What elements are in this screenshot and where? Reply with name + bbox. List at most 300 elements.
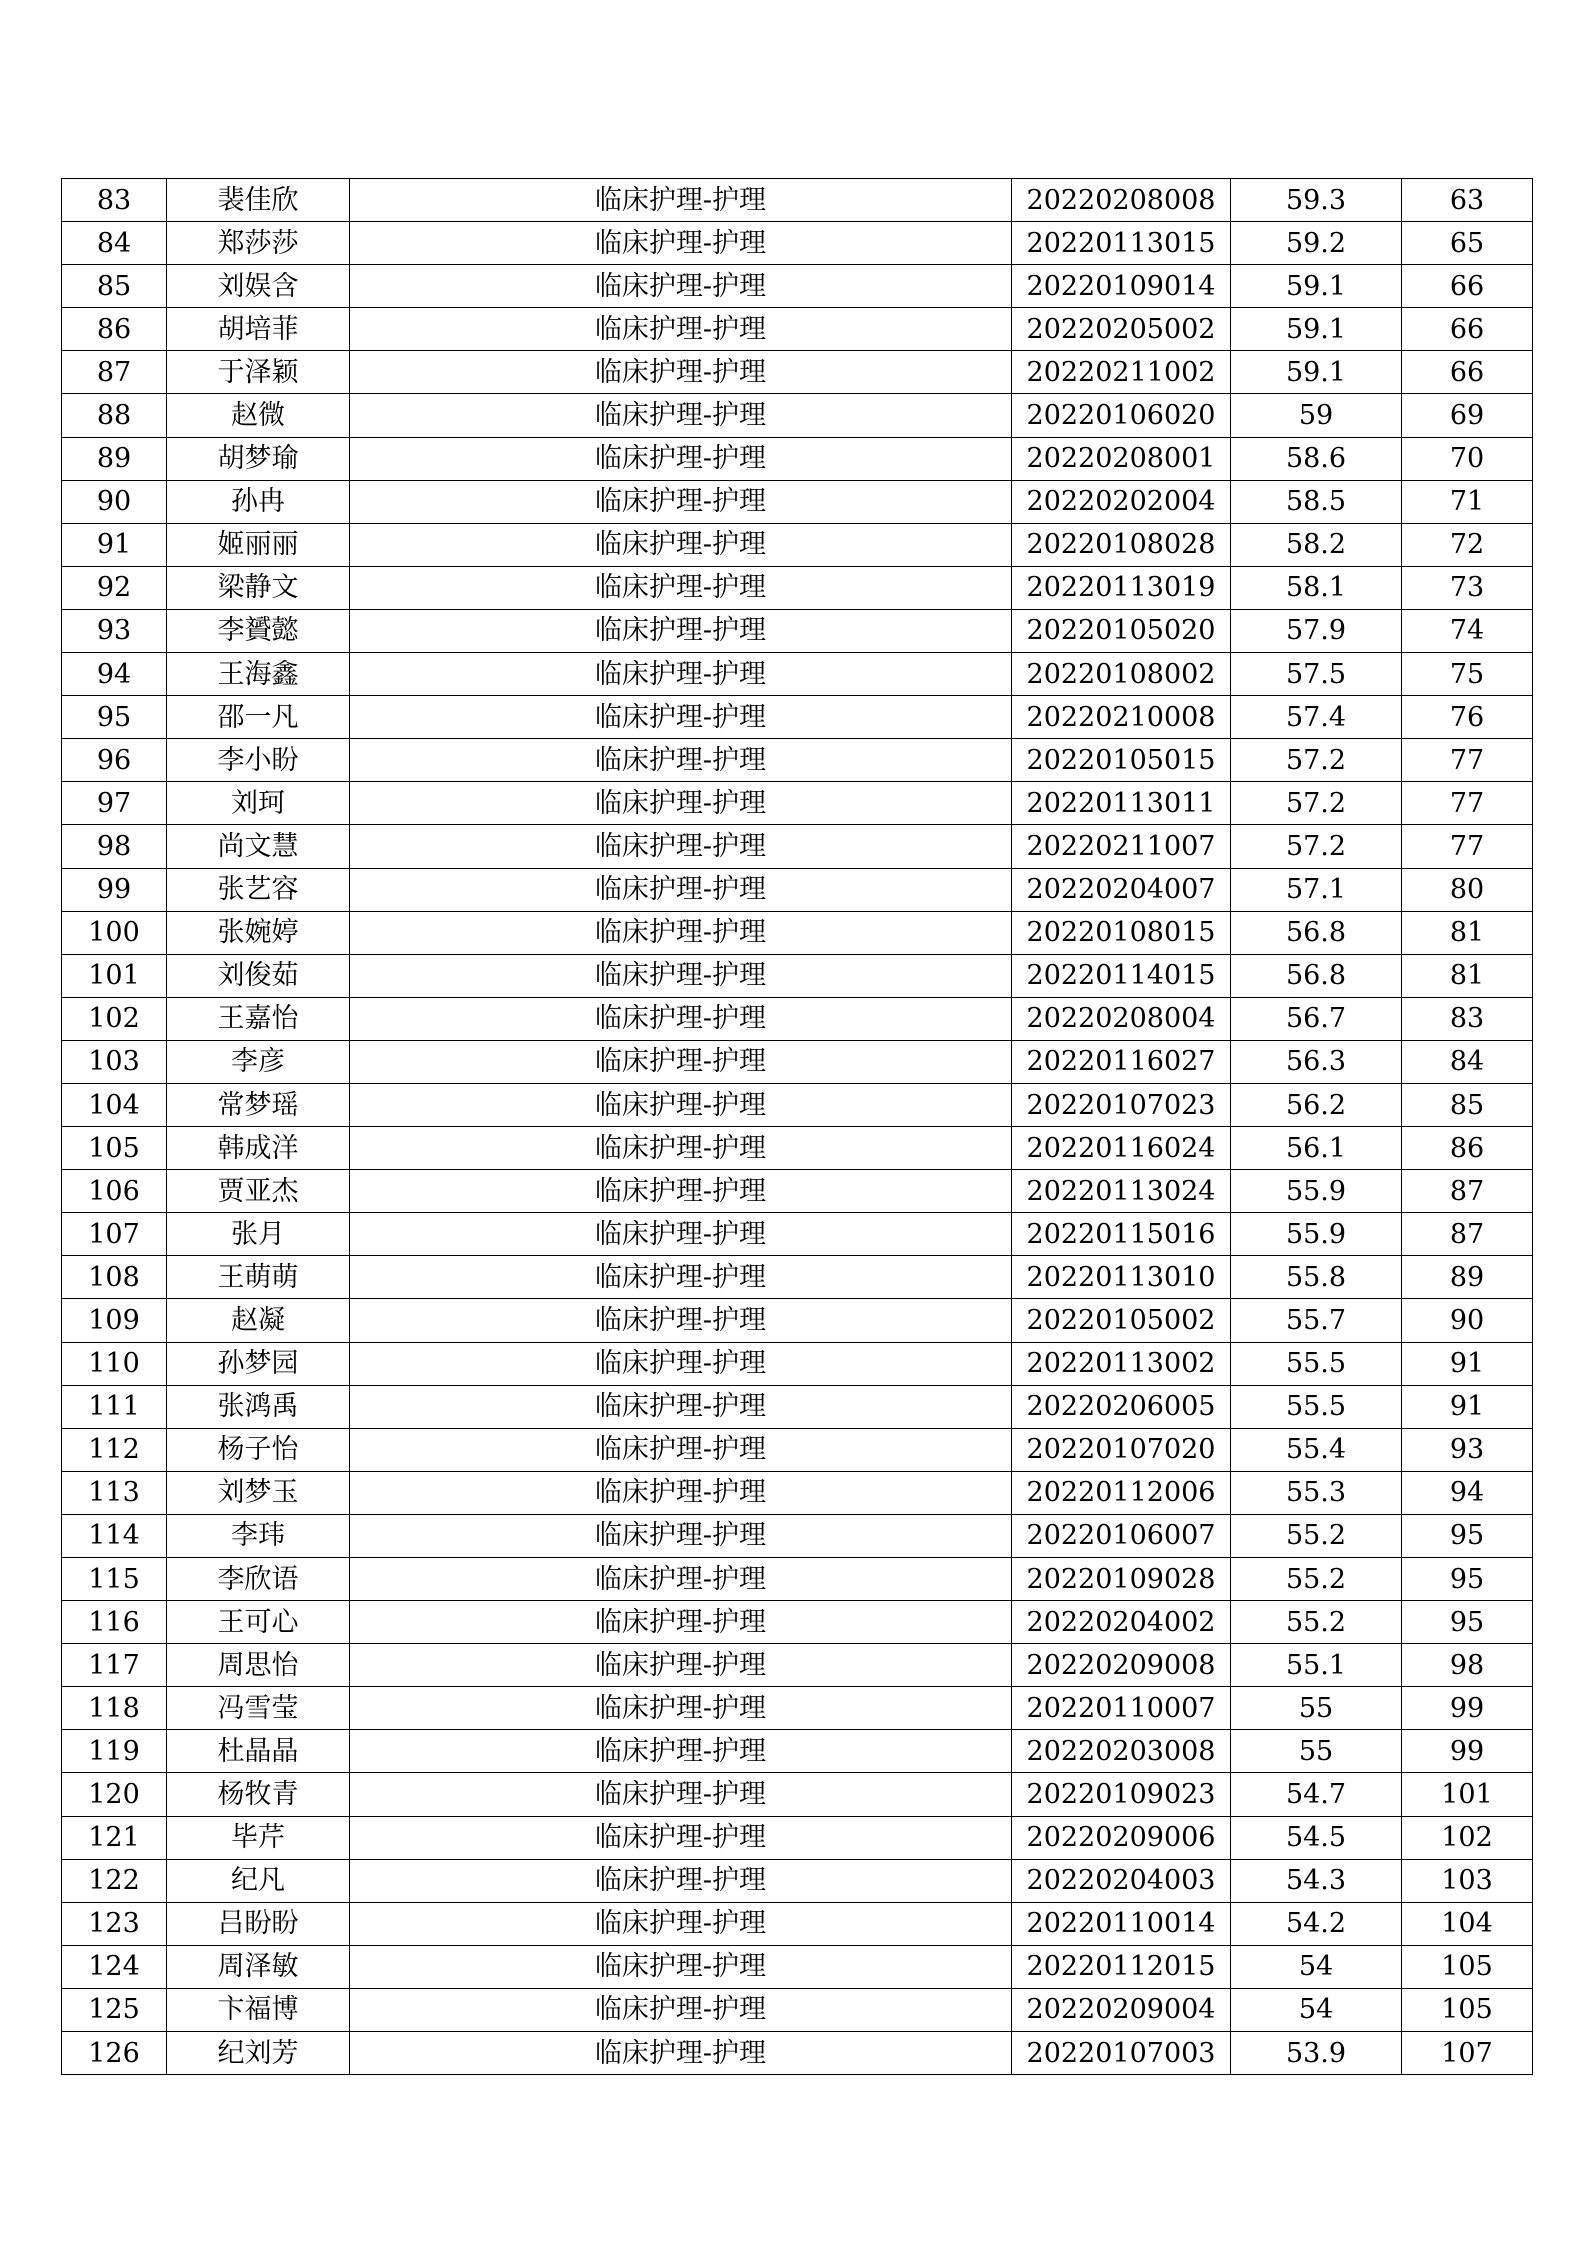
exam-id-cell: 20220109023 xyxy=(1012,1773,1231,1816)
seq-cell: 117 xyxy=(62,1644,167,1687)
score-cell: 56.8 xyxy=(1231,954,1402,997)
exam-id-cell: 20220114015 xyxy=(1012,954,1231,997)
score-table xyxy=(61,178,1533,2075)
major-cell: 临床护理-护理 xyxy=(350,1342,1012,1385)
seq-cell: 106 xyxy=(62,1170,167,1213)
rank-cell: 81 xyxy=(1402,954,1533,997)
name-cell: 赵凝 xyxy=(167,1299,350,1342)
score-cell: 54.2 xyxy=(1231,1902,1402,1945)
rank-cell: 80 xyxy=(1402,868,1533,911)
major-cell: 临床护理-护理 xyxy=(350,1213,1012,1256)
rank-cell: 77 xyxy=(1402,739,1533,782)
table-row xyxy=(62,1644,1533,1687)
rank-cell: 103 xyxy=(1402,1859,1533,1902)
name-cell: 卞福博 xyxy=(167,1988,350,2031)
seq-cell: 122 xyxy=(62,1859,167,1902)
exam-id-cell: 20220211007 xyxy=(1012,825,1231,868)
seq-cell: 87 xyxy=(62,351,167,394)
major-cell: 临床护理-护理 xyxy=(350,222,1012,265)
major-cell: 临床护理-护理 xyxy=(350,1256,1012,1299)
table-row xyxy=(62,566,1533,609)
rank-cell: 95 xyxy=(1402,1558,1533,1601)
major-cell: 临床护理-护理 xyxy=(350,825,1012,868)
major-cell: 临床护理-护理 xyxy=(350,739,1012,782)
major-cell: 临床护理-护理 xyxy=(350,653,1012,696)
rank-cell: 70 xyxy=(1402,437,1533,480)
rank-cell: 86 xyxy=(1402,1127,1533,1170)
exam-id-cell: 20220209004 xyxy=(1012,1988,1231,2031)
name-cell: 刘珂 xyxy=(167,782,350,825)
table-row xyxy=(62,351,1533,394)
score-cell: 55.9 xyxy=(1231,1170,1402,1213)
major-cell: 临床护理-护理 xyxy=(350,1773,1012,1816)
rank-cell: 77 xyxy=(1402,782,1533,825)
exam-id-cell: 20220113015 xyxy=(1012,222,1231,265)
name-cell: 冯雪莹 xyxy=(167,1687,350,1730)
table-row xyxy=(62,523,1533,566)
name-cell: 孙梦园 xyxy=(167,1342,350,1385)
seq-cell: 107 xyxy=(62,1213,167,1256)
exam-id-cell: 20220105015 xyxy=(1012,739,1231,782)
exam-id-cell: 20220108002 xyxy=(1012,653,1231,696)
exam-id-cell: 20220106007 xyxy=(1012,1514,1231,1557)
rank-cell: 74 xyxy=(1402,609,1533,652)
seq-cell: 126 xyxy=(62,2032,167,2075)
major-cell: 临床护理-护理 xyxy=(350,1988,1012,2031)
rank-cell: 95 xyxy=(1402,1601,1533,1644)
major-cell: 临床护理-护理 xyxy=(350,1471,1012,1514)
major-cell: 临床护理-护理 xyxy=(350,1299,1012,1342)
seq-cell: 109 xyxy=(62,1299,167,1342)
rank-cell: 95 xyxy=(1402,1514,1533,1557)
rank-cell: 69 xyxy=(1402,394,1533,437)
score-cell: 59.1 xyxy=(1231,351,1402,394)
exam-id-cell: 20220115016 xyxy=(1012,1213,1231,1256)
name-cell: 周泽敏 xyxy=(167,1945,350,1988)
rank-cell: 72 xyxy=(1402,523,1533,566)
seq-cell: 86 xyxy=(62,308,167,351)
name-cell: 赵微 xyxy=(167,394,350,437)
rank-cell: 102 xyxy=(1402,1816,1533,1859)
score-cell: 55.7 xyxy=(1231,1299,1402,1342)
table-row xyxy=(62,265,1533,308)
major-cell: 临床护理-护理 xyxy=(350,1428,1012,1471)
exam-id-cell: 20220107020 xyxy=(1012,1428,1231,1471)
score-cell: 57.9 xyxy=(1231,609,1402,652)
table-row xyxy=(62,308,1533,351)
name-cell: 王海鑫 xyxy=(167,653,350,696)
table-row xyxy=(62,394,1533,437)
seq-cell: 102 xyxy=(62,997,167,1040)
major-cell: 临床护理-护理 xyxy=(350,1730,1012,1773)
exam-id-cell: 20220116024 xyxy=(1012,1127,1231,1170)
rank-cell: 107 xyxy=(1402,2032,1533,2075)
name-cell: 周思怡 xyxy=(167,1644,350,1687)
exam-id-cell: 20220113002 xyxy=(1012,1342,1231,1385)
rank-cell: 104 xyxy=(1402,1902,1533,1945)
seq-cell: 96 xyxy=(62,739,167,782)
table-row xyxy=(62,825,1533,868)
rank-cell: 65 xyxy=(1402,222,1533,265)
rank-cell: 63 xyxy=(1402,179,1533,222)
table-row xyxy=(62,1816,1533,1859)
major-cell: 临床护理-护理 xyxy=(350,394,1012,437)
seq-cell: 110 xyxy=(62,1342,167,1385)
table-row xyxy=(62,2032,1533,2075)
name-cell: 贾亚杰 xyxy=(167,1170,350,1213)
score-cell: 54 xyxy=(1231,1945,1402,1988)
score-cell: 54 xyxy=(1231,1988,1402,2031)
seq-cell: 91 xyxy=(62,523,167,566)
seq-cell: 98 xyxy=(62,825,167,868)
seq-cell: 118 xyxy=(62,1687,167,1730)
rank-cell: 101 xyxy=(1402,1773,1533,1816)
score-cell: 55.2 xyxy=(1231,1558,1402,1601)
name-cell: 裴佳欣 xyxy=(167,179,350,222)
name-cell: 李贇懿 xyxy=(167,609,350,652)
seq-cell: 93 xyxy=(62,609,167,652)
name-cell: 张艺容 xyxy=(167,868,350,911)
seq-cell: 101 xyxy=(62,954,167,997)
seq-cell: 124 xyxy=(62,1945,167,1988)
score-cell: 59.2 xyxy=(1231,222,1402,265)
rank-cell: 83 xyxy=(1402,997,1533,1040)
seq-cell: 111 xyxy=(62,1385,167,1428)
name-cell: 张婉婷 xyxy=(167,911,350,954)
rank-cell: 99 xyxy=(1402,1730,1533,1773)
exam-id-cell: 20220211002 xyxy=(1012,351,1231,394)
rank-cell: 81 xyxy=(1402,911,1533,954)
seq-cell: 123 xyxy=(62,1902,167,1945)
major-cell: 临床护理-护理 xyxy=(350,1902,1012,1945)
name-cell: 邵一凡 xyxy=(167,696,350,739)
major-cell: 临床护理-护理 xyxy=(350,1127,1012,1170)
score-cell: 54.3 xyxy=(1231,1859,1402,1902)
table-row xyxy=(62,868,1533,911)
exam-id-cell: 20220208008 xyxy=(1012,179,1231,222)
score-cell: 55 xyxy=(1231,1730,1402,1773)
table-row xyxy=(62,1988,1533,2031)
name-cell: 李玮 xyxy=(167,1514,350,1557)
name-cell: 尚文慧 xyxy=(167,825,350,868)
exam-id-cell: 20220107023 xyxy=(1012,1083,1231,1126)
rank-cell: 94 xyxy=(1402,1471,1533,1514)
rank-cell: 73 xyxy=(1402,566,1533,609)
rank-cell: 77 xyxy=(1402,825,1533,868)
major-cell: 临床护理-护理 xyxy=(350,265,1012,308)
table-row xyxy=(62,1773,1533,1816)
exam-id-cell: 20220113024 xyxy=(1012,1170,1231,1213)
exam-id-cell: 20220110014 xyxy=(1012,1902,1231,1945)
major-cell: 临床护理-护理 xyxy=(350,566,1012,609)
rank-cell: 66 xyxy=(1402,308,1533,351)
name-cell: 韩成洋 xyxy=(167,1127,350,1170)
table-row xyxy=(62,1170,1533,1213)
table-row xyxy=(62,1428,1533,1471)
table-row xyxy=(62,1127,1533,1170)
seq-cell: 83 xyxy=(62,179,167,222)
score-cell: 55.8 xyxy=(1231,1256,1402,1299)
score-cell: 55 xyxy=(1231,1687,1402,1730)
rank-cell: 89 xyxy=(1402,1256,1533,1299)
name-cell: 张鸿禹 xyxy=(167,1385,350,1428)
seq-cell: 116 xyxy=(62,1601,167,1644)
seq-cell: 90 xyxy=(62,480,167,523)
table-row xyxy=(62,1945,1533,1988)
major-cell: 临床护理-护理 xyxy=(350,1644,1012,1687)
major-cell: 临床护理-护理 xyxy=(350,1687,1012,1730)
seq-cell: 85 xyxy=(62,265,167,308)
score-cell: 56.7 xyxy=(1231,997,1402,1040)
major-cell: 临床护理-护理 xyxy=(350,1170,1012,1213)
seq-cell: 89 xyxy=(62,437,167,480)
score-cell: 57.2 xyxy=(1231,739,1402,782)
rank-cell: 75 xyxy=(1402,653,1533,696)
seq-cell: 99 xyxy=(62,868,167,911)
exam-id-cell: 20220208004 xyxy=(1012,997,1231,1040)
exam-id-cell: 20220204002 xyxy=(1012,1601,1231,1644)
exam-id-cell: 20220108015 xyxy=(1012,911,1231,954)
exam-id-cell: 20220202004 xyxy=(1012,480,1231,523)
major-cell: 临床护理-护理 xyxy=(350,1816,1012,1859)
table-row xyxy=(62,997,1533,1040)
score-cell: 55.5 xyxy=(1231,1342,1402,1385)
table-row xyxy=(62,782,1533,825)
table-row xyxy=(62,1256,1533,1299)
score-cell: 58.5 xyxy=(1231,480,1402,523)
exam-id-cell: 20220203008 xyxy=(1012,1730,1231,1773)
exam-id-cell: 20220107003 xyxy=(1012,2032,1231,2075)
score-cell: 55.2 xyxy=(1231,1514,1402,1557)
name-cell: 杨子怡 xyxy=(167,1428,350,1471)
score-cell: 55.9 xyxy=(1231,1213,1402,1256)
table-row xyxy=(62,1213,1533,1256)
major-cell: 临床护理-护理 xyxy=(350,1385,1012,1428)
name-cell: 李小盼 xyxy=(167,739,350,782)
name-cell: 杜晶晶 xyxy=(167,1730,350,1773)
seq-cell: 121 xyxy=(62,1816,167,1859)
exam-id-cell: 20220113019 xyxy=(1012,566,1231,609)
major-cell: 临床护理-护理 xyxy=(350,696,1012,739)
name-cell: 常梦瑶 xyxy=(167,1083,350,1126)
table-row xyxy=(62,480,1533,523)
rank-cell: 87 xyxy=(1402,1170,1533,1213)
rank-cell: 84 xyxy=(1402,1040,1533,1083)
major-cell: 临床护理-护理 xyxy=(350,782,1012,825)
major-cell: 临床护理-护理 xyxy=(350,1945,1012,1988)
major-cell: 临床护理-护理 xyxy=(350,609,1012,652)
name-cell: 纪刘芳 xyxy=(167,2032,350,2075)
table-row xyxy=(62,1902,1533,1945)
score-cell: 55.4 xyxy=(1231,1428,1402,1471)
exam-id-cell: 20220106020 xyxy=(1012,394,1231,437)
seq-cell: 114 xyxy=(62,1514,167,1557)
table-row xyxy=(62,1687,1533,1730)
seq-cell: 108 xyxy=(62,1256,167,1299)
seq-cell: 113 xyxy=(62,1471,167,1514)
exam-id-cell: 20220205002 xyxy=(1012,308,1231,351)
rank-cell: 105 xyxy=(1402,1945,1533,1988)
exam-id-cell: 20220108028 xyxy=(1012,523,1231,566)
exam-id-cell: 20220208001 xyxy=(1012,437,1231,480)
score-cell: 57.1 xyxy=(1231,868,1402,911)
score-cell: 56.1 xyxy=(1231,1127,1402,1170)
major-cell: 临床护理-护理 xyxy=(350,523,1012,566)
rank-cell: 66 xyxy=(1402,265,1533,308)
exam-id-cell: 20220204003 xyxy=(1012,1859,1231,1902)
name-cell: 王可心 xyxy=(167,1601,350,1644)
name-cell: 刘俊茹 xyxy=(167,954,350,997)
major-cell: 临床护理-护理 xyxy=(350,308,1012,351)
seq-cell: 112 xyxy=(62,1428,167,1471)
exam-id-cell: 20220113010 xyxy=(1012,1256,1231,1299)
name-cell: 梁静文 xyxy=(167,566,350,609)
exam-id-cell: 20220105020 xyxy=(1012,609,1231,652)
name-cell: 王嘉怡 xyxy=(167,997,350,1040)
name-cell: 王萌萌 xyxy=(167,1256,350,1299)
score-cell: 59.1 xyxy=(1231,265,1402,308)
major-cell: 临床护理-护理 xyxy=(350,351,1012,394)
score-cell: 58.1 xyxy=(1231,566,1402,609)
exam-id-cell: 20220109028 xyxy=(1012,1558,1231,1601)
exam-id-cell: 20220116027 xyxy=(1012,1040,1231,1083)
exam-id-cell: 20220110007 xyxy=(1012,1687,1231,1730)
table-row xyxy=(62,179,1533,222)
seq-cell: 100 xyxy=(62,911,167,954)
table-row xyxy=(62,1558,1533,1601)
major-cell: 临床护理-护理 xyxy=(350,480,1012,523)
major-cell: 临床护理-护理 xyxy=(350,437,1012,480)
major-cell: 临床护理-护理 xyxy=(350,179,1012,222)
seq-cell: 120 xyxy=(62,1773,167,1816)
score-cell: 57.2 xyxy=(1231,825,1402,868)
score-cell: 56.3 xyxy=(1231,1040,1402,1083)
exam-id-cell: 20220209006 xyxy=(1012,1816,1231,1859)
table-row xyxy=(62,1299,1533,1342)
seq-cell: 88 xyxy=(62,394,167,437)
score-cell: 59.3 xyxy=(1231,179,1402,222)
table-row xyxy=(62,1601,1533,1644)
exam-id-cell: 20220109014 xyxy=(1012,265,1231,308)
score-cell: 59.1 xyxy=(1231,308,1402,351)
seq-cell: 119 xyxy=(62,1730,167,1773)
rank-cell: 87 xyxy=(1402,1213,1533,1256)
major-cell: 临床护理-护理 xyxy=(350,997,1012,1040)
score-cell: 55.2 xyxy=(1231,1601,1402,1644)
seq-cell: 105 xyxy=(62,1127,167,1170)
table-row xyxy=(62,1859,1533,1902)
table-row xyxy=(62,437,1533,480)
name-cell: 纪凡 xyxy=(167,1859,350,1902)
seq-cell: 125 xyxy=(62,1988,167,2031)
score-cell: 54.7 xyxy=(1231,1773,1402,1816)
exam-id-cell: 20220204007 xyxy=(1012,868,1231,911)
rank-cell: 99 xyxy=(1402,1687,1533,1730)
major-cell: 临床护理-护理 xyxy=(350,2032,1012,2075)
table-row xyxy=(62,1514,1533,1557)
table-body xyxy=(62,179,1533,2075)
major-cell: 临床护理-护理 xyxy=(350,954,1012,997)
exam-id-cell: 20220112006 xyxy=(1012,1471,1231,1514)
exam-id-cell: 20220206005 xyxy=(1012,1385,1231,1428)
major-cell: 临床护理-护理 xyxy=(350,1514,1012,1557)
name-cell: 李彦 xyxy=(167,1040,350,1083)
rank-cell: 105 xyxy=(1402,1988,1533,2031)
major-cell: 临床护理-护理 xyxy=(350,1558,1012,1601)
exam-id-cell: 20220113011 xyxy=(1012,782,1231,825)
score-cell: 58.6 xyxy=(1231,437,1402,480)
name-cell: 张月 xyxy=(167,1213,350,1256)
seq-cell: 103 xyxy=(62,1040,167,1083)
score-cell: 57.5 xyxy=(1231,653,1402,696)
name-cell: 吕盼盼 xyxy=(167,1902,350,1945)
name-cell: 刘梦玉 xyxy=(167,1471,350,1514)
major-cell: 临床护理-护理 xyxy=(350,868,1012,911)
rank-cell: 91 xyxy=(1402,1342,1533,1385)
major-cell: 临床护理-护理 xyxy=(350,1859,1012,1902)
name-cell: 孙冉 xyxy=(167,480,350,523)
name-cell: 姬丽丽 xyxy=(167,523,350,566)
exam-id-cell: 20220209008 xyxy=(1012,1644,1231,1687)
exam-id-cell: 20220210008 xyxy=(1012,696,1231,739)
rank-cell: 71 xyxy=(1402,480,1533,523)
score-cell: 59 xyxy=(1231,394,1402,437)
score-cell: 55.5 xyxy=(1231,1385,1402,1428)
seq-cell: 104 xyxy=(62,1083,167,1126)
score-cell: 54.5 xyxy=(1231,1816,1402,1859)
table-row xyxy=(62,911,1533,954)
name-cell: 毕芹 xyxy=(167,1816,350,1859)
score-cell: 56.2 xyxy=(1231,1083,1402,1126)
name-cell: 杨牧青 xyxy=(167,1773,350,1816)
table-row xyxy=(62,739,1533,782)
seq-cell: 97 xyxy=(62,782,167,825)
score-cell: 58.2 xyxy=(1231,523,1402,566)
table-row xyxy=(62,1471,1533,1514)
name-cell: 于泽颖 xyxy=(167,351,350,394)
name-cell: 郑莎莎 xyxy=(167,222,350,265)
table-row xyxy=(62,1342,1533,1385)
table-row xyxy=(62,222,1533,265)
rank-cell: 76 xyxy=(1402,696,1533,739)
exam-id-cell: 20220112015 xyxy=(1012,1945,1231,1988)
rank-cell: 90 xyxy=(1402,1299,1533,1342)
seq-cell: 94 xyxy=(62,653,167,696)
table-row xyxy=(62,653,1533,696)
seq-cell: 95 xyxy=(62,696,167,739)
table-row xyxy=(62,1385,1533,1428)
rank-cell: 85 xyxy=(1402,1083,1533,1126)
score-cell: 57.2 xyxy=(1231,782,1402,825)
rank-cell: 93 xyxy=(1402,1428,1533,1471)
rank-cell: 66 xyxy=(1402,351,1533,394)
seq-cell: 115 xyxy=(62,1558,167,1601)
major-cell: 临床护理-护理 xyxy=(350,911,1012,954)
score-cell: 56.8 xyxy=(1231,911,1402,954)
rank-cell: 91 xyxy=(1402,1385,1533,1428)
name-cell: 胡梦瑜 xyxy=(167,437,350,480)
score-cell: 53.9 xyxy=(1231,2032,1402,2075)
major-cell: 临床护理-护理 xyxy=(350,1040,1012,1083)
score-cell: 55.3 xyxy=(1231,1471,1402,1514)
name-cell: 胡培菲 xyxy=(167,308,350,351)
major-cell: 临床护理-护理 xyxy=(350,1083,1012,1126)
score-cell: 55.1 xyxy=(1231,1644,1402,1687)
score-cell: 57.4 xyxy=(1231,696,1402,739)
major-cell: 临床护理-护理 xyxy=(350,1601,1012,1644)
table-row xyxy=(62,1083,1533,1126)
table-row xyxy=(62,954,1533,997)
